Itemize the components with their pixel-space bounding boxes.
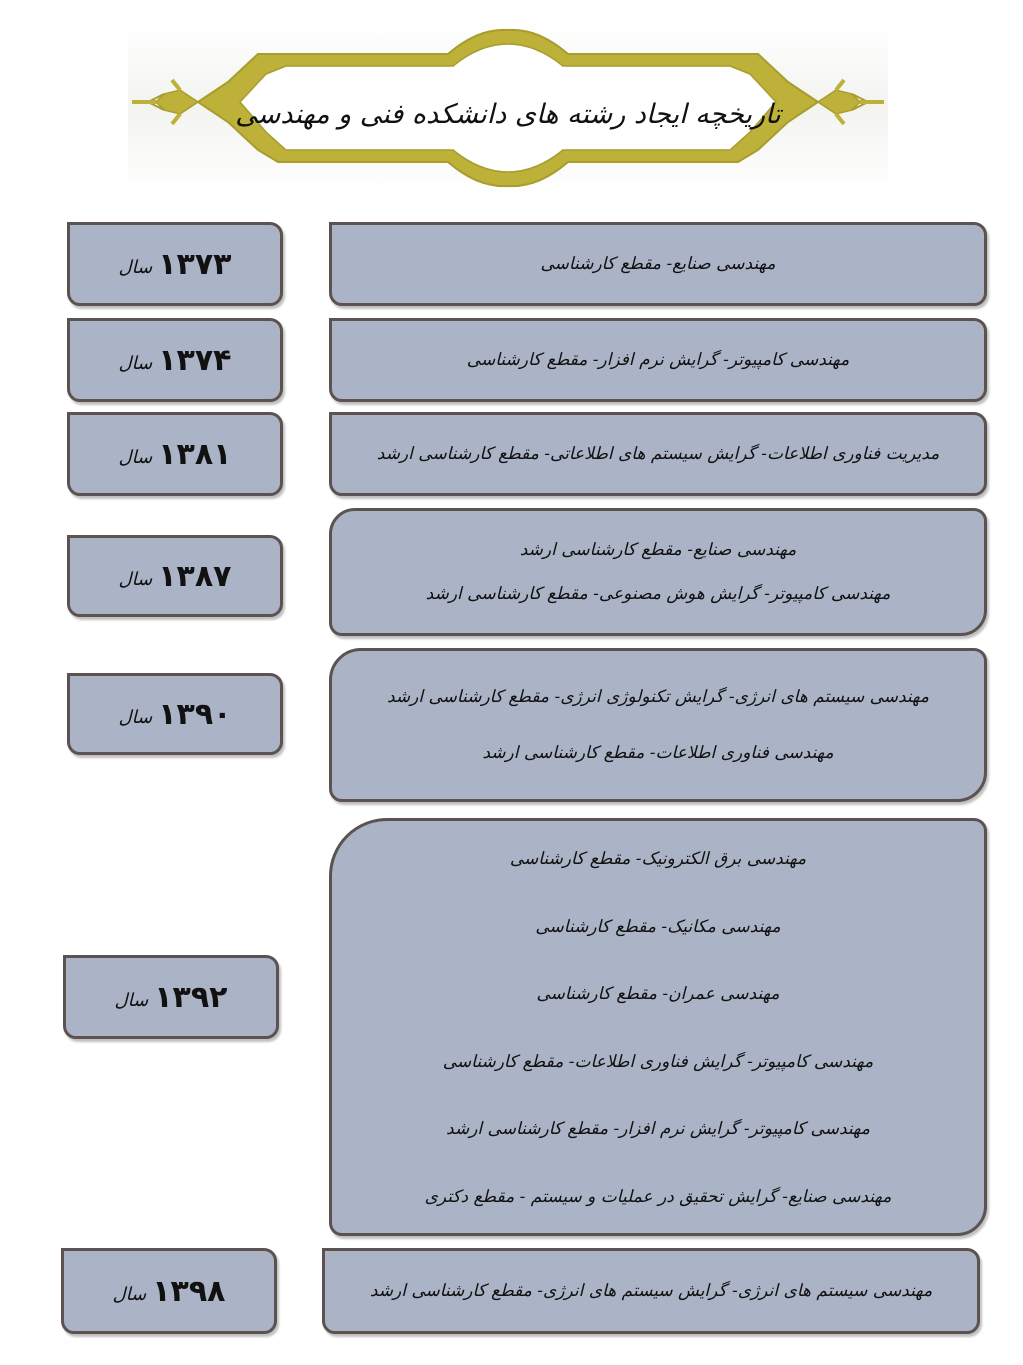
program-item: مهندسی کامپیوتر- گرایش فناوری اطلاعات- مقطع کارشناسی	[442, 1051, 874, 1072]
program-box	[329, 412, 987, 496]
program-box	[329, 318, 987, 402]
program-item: مهندسی برق الکترونیک- مقطع کارشناسی	[509, 849, 807, 869]
year-box	[67, 222, 283, 306]
year-number: ۱۳۷۳	[158, 246, 232, 282]
year-label: سال	[118, 446, 153, 468]
year-number: ۱۳۹۰	[158, 696, 232, 732]
program-item: مدیریت فناوری اطلاعات- گرایش سیستم های اطلاعاتی- مقطع کارشناسی ارشد	[376, 443, 940, 464]
program-item: مهندسی کامپیوتر- گرایش نرم افزار- مقطع کارشناسی ارشد	[446, 1119, 870, 1140]
program-item: مهندسی سیستم های انرژی- گرایش سیستم های انرژی- مقطع کارشناسی ارشد	[369, 1280, 933, 1301]
program-item: مهندسی صنایع- مقطع کارشناسی ارشد	[519, 539, 797, 560]
program-box	[329, 222, 987, 306]
program-item: مهندسی کامپیوتر- گرایش هوش مصنوعی- مقطع کارشناسی ارشد	[425, 584, 891, 604]
year-box	[61, 1248, 277, 1334]
year-number: ۱۳۷۴	[158, 342, 232, 378]
program-box	[329, 818, 987, 1236]
program-item: مهندسی عمران- مقطع کارشناسی	[536, 984, 780, 1005]
year-number: ۱۳۸۷	[158, 558, 232, 594]
year-label: سال	[118, 706, 153, 728]
year-label: سال	[114, 989, 149, 1011]
program-box	[329, 648, 987, 802]
year-label: سال	[118, 568, 153, 590]
year-box	[67, 412, 283, 496]
year-label: سال	[118, 352, 153, 374]
year-label: سال	[112, 1283, 147, 1305]
year-label: سال	[118, 256, 153, 278]
year-number: ۱۳۹۸	[152, 1273, 226, 1309]
page-title: تاریخچه ایجاد رشته های دانشکده فنی و مهندسی	[235, 98, 781, 130]
program-item: مهندسی مکانیک- مقطع کارشناسی	[535, 916, 781, 937]
year-number: ۱۳۸۱	[158, 436, 232, 472]
program-item: مهندسی فناوری اطلاعات- مقطع کارشناسی ارشد	[482, 743, 834, 763]
program-item: مهندسی سیستم های انرژی- گرایش تکنولوژی انرژی- مقطع کارشناسی ارشد	[386, 686, 930, 707]
year-box	[67, 318, 283, 402]
title-frame	[128, 22, 888, 194]
program-box	[322, 1248, 980, 1334]
program-item: مهندسی صنایع- گرایش تحقیق در عملیات و سیستم - مقطع دکتری	[424, 1186, 892, 1207]
program-item: مهندسی صنایع- مقطع کارشناسی	[540, 253, 776, 274]
program-item: مهندسی کامپیوتر- گرایش نرم افزار- مقطع کارشناسی	[466, 349, 850, 370]
year-number: ۱۳۹۲	[154, 979, 228, 1015]
year-box	[67, 535, 283, 617]
program-box	[329, 508, 987, 636]
year-box	[67, 673, 283, 755]
year-box	[63, 955, 279, 1039]
